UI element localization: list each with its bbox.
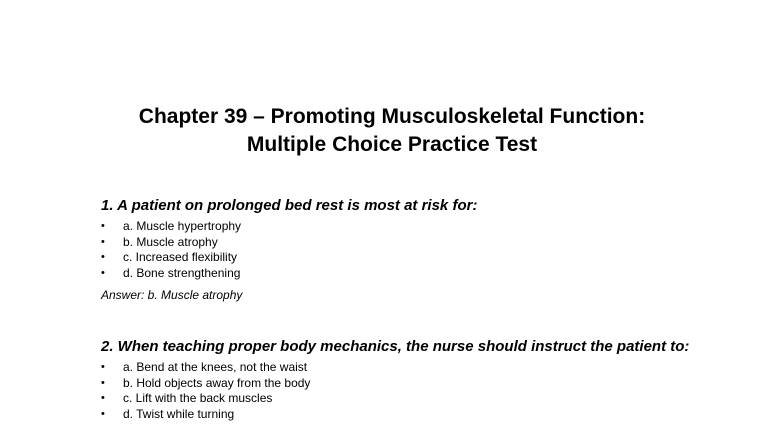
bullet-icon: • bbox=[101, 407, 105, 420]
question-1-option-c bbox=[101, 250, 701, 266]
question-2-option-b bbox=[101, 376, 701, 392]
question-2-text: 2. When teaching proper body mechanics, the nurse should instruct the patient to: bbox=[101, 338, 690, 355]
option-label: b. Muscle atrophy bbox=[123, 234, 218, 249]
option-label: c. Lift with the back muscles bbox=[123, 391, 273, 405]
question-2 bbox=[101, 338, 701, 422]
page-title bbox=[0, 103, 784, 159]
bullet-icon: • bbox=[101, 251, 105, 263]
bullet-icon: • bbox=[101, 392, 105, 404]
question-1-answer: Answer: b. Muscle atrophy bbox=[101, 288, 243, 302]
option-label: d. Twist while turning bbox=[123, 406, 235, 421]
page-title-line-1: Chapter 39 – Promoting Musculoskeletal Function: bbox=[138, 105, 646, 128]
question-2-option-d bbox=[101, 407, 701, 423]
option-label: b. Hold objects away from the body bbox=[123, 375, 311, 390]
question-1-option-d bbox=[101, 266, 701, 282]
bullet-icon: • bbox=[101, 376, 105, 389]
question-1-option-b bbox=[101, 235, 701, 251]
question-1 bbox=[101, 197, 701, 303]
question-1-option-a bbox=[101, 219, 701, 235]
option-label: d. Bone strengthening bbox=[123, 265, 241, 280]
question-1-options bbox=[101, 219, 701, 281]
question-2-option-a bbox=[101, 360, 701, 376]
question-1-text: 1. A patient on prolonged bed rest is most at risk for: bbox=[101, 197, 478, 214]
option-label: a. Muscle hypertrophy bbox=[123, 219, 242, 233]
question-2-option-c bbox=[101, 391, 701, 407]
page-title-line-2: Multiple Choice Practice Test bbox=[246, 133, 538, 156]
option-label: c. Increased flexibility bbox=[123, 250, 238, 264]
bullet-icon: • bbox=[101, 266, 105, 279]
question-2-options bbox=[101, 360, 701, 422]
bullet-icon: • bbox=[101, 361, 105, 373]
bullet-icon: • bbox=[101, 220, 105, 232]
option-label: a. Bend at the knees, not the waist bbox=[123, 360, 308, 374]
bullet-icon: • bbox=[101, 235, 105, 248]
